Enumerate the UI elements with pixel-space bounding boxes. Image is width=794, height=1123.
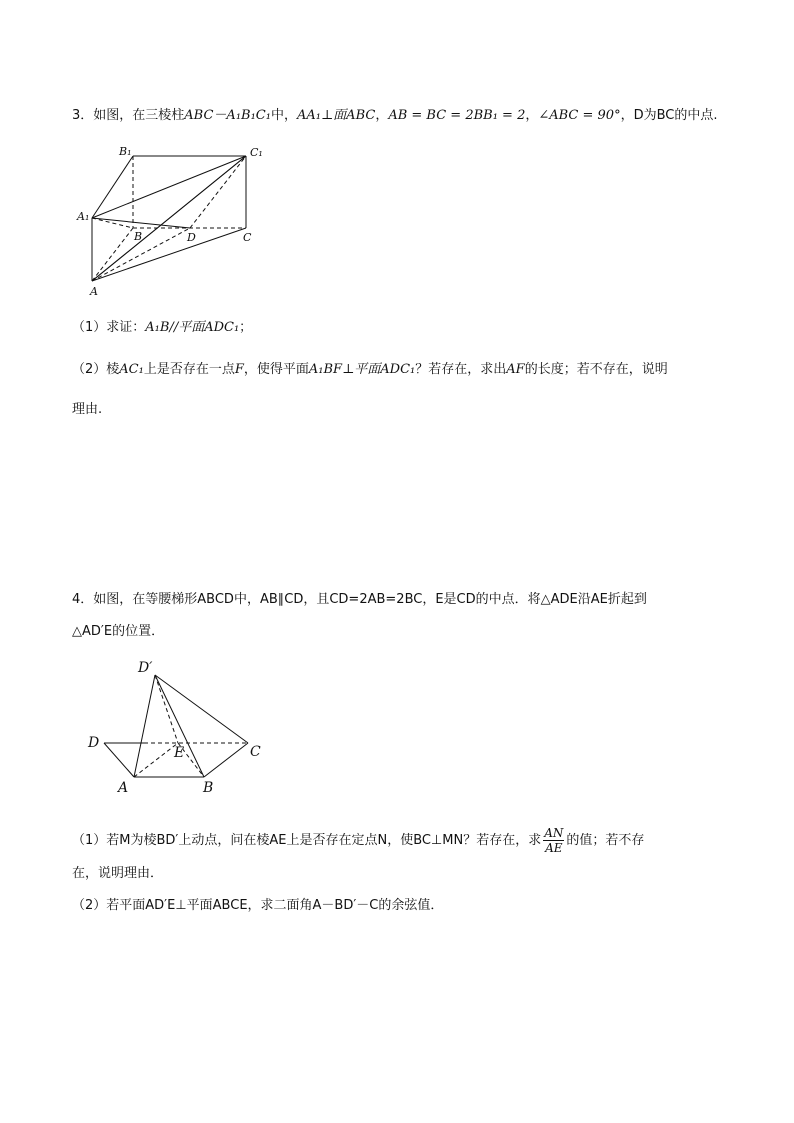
q3-prism-figure xyxy=(72,140,272,300)
label-E: E xyxy=(174,745,185,761)
q3-part2-line2-text: 理由. xyxy=(72,402,103,417)
edge-DpB xyxy=(155,675,204,777)
edge-AB xyxy=(92,228,133,281)
q4-stem xyxy=(72,590,647,610)
label-B: B xyxy=(203,780,214,796)
q4-part1 xyxy=(72,826,644,855)
label-A: A xyxy=(118,780,129,796)
label-A1: A₁ xyxy=(77,210,90,223)
q3-part2-a: （2）棱 xyxy=(72,362,120,377)
q3-part2-plane: A₁BF⊥平面ADC₁ xyxy=(308,362,416,377)
q3-part2-b: 上是否存在一点 xyxy=(143,362,235,377)
edge-AD-solid xyxy=(92,156,246,281)
q3-stem xyxy=(72,106,718,126)
label-C: C xyxy=(250,744,261,760)
q3-part1-suffix: ； xyxy=(239,320,253,335)
label-C: C xyxy=(243,231,252,244)
q3-prism: ABC－A₁B₁C₁ xyxy=(184,108,271,123)
q4-part2 xyxy=(72,896,443,916)
edge-DpE xyxy=(155,675,178,743)
edge-A1B xyxy=(92,218,133,228)
q3-part2-d: ？若存在，求出 xyxy=(415,362,507,377)
edge-A1B1 xyxy=(92,156,133,218)
label-B: B xyxy=(134,230,143,243)
edge-DpA xyxy=(134,675,155,777)
q4-fraction xyxy=(543,826,564,855)
q3-midpoint-text: D为BC的中点. xyxy=(633,108,718,123)
q3-perp: AA₁⊥面ABC xyxy=(296,108,376,123)
edge-AC xyxy=(92,228,246,281)
edge-DA xyxy=(104,743,134,777)
q4-part1-a: （1）若M为棱BD′上动点，问在棱AE上是否存在定点N，使BC⊥MN？若存在，求 xyxy=(72,833,542,848)
q3-angle: ∠ABC = 90° xyxy=(538,108,621,123)
q3-part2 xyxy=(72,360,668,380)
edge-AE xyxy=(134,743,178,777)
q3-text-1: 中， xyxy=(270,108,297,123)
label-B1: B₁ xyxy=(119,145,132,158)
q3-part2-line2 xyxy=(72,400,102,420)
label-C1: C₁ xyxy=(250,146,263,159)
q3-text-2: ， xyxy=(375,108,389,123)
q4-stem-text: 4．如图，在等腰梯形ABCD中，AB∥CD，且CD=2AB=2BC，E是CD的中点．将△ADE沿AE折起到 xyxy=(72,592,647,607)
q4-fraction-denominator: AE xyxy=(545,841,563,855)
q3-text-4: ， xyxy=(620,108,634,123)
q4-part1-line2-text: 在，说明理由． xyxy=(72,866,164,881)
q3-part2-e: 的长度；若不存在，说明 xyxy=(524,362,668,377)
q3-part2-af: AF xyxy=(506,362,525,377)
q3-lengths: AB = BC = 2BB₁ = 2 xyxy=(388,108,526,123)
edge-BC xyxy=(204,743,248,777)
q4-part1-b: 的值；若不存 xyxy=(566,833,645,848)
edge-DpC xyxy=(155,675,248,743)
q3-number: 3． xyxy=(72,108,94,123)
q4-part1-line2 xyxy=(72,864,163,884)
q4-stem-line2 xyxy=(72,622,164,642)
q3-part2-c: ，使得平面 xyxy=(243,362,309,377)
q4-part2-text: （2）若平面AD′E⊥平面ABCE，求二面角A－BD′－C的余弦值． xyxy=(72,898,444,913)
q3-part2-f: F xyxy=(234,362,244,377)
q3-part2-ac1: AC₁ xyxy=(119,362,144,377)
edge-A1D xyxy=(92,218,190,228)
q4-trapezoid-figure xyxy=(82,655,282,805)
q3-text-3: ， xyxy=(525,108,539,123)
q3-intro: 如图，在三棱柱 xyxy=(93,108,185,123)
q4-fraction-numerator: AN xyxy=(544,826,564,840)
q3-part1-prefix: （1）求证： xyxy=(72,320,146,335)
q4-stem-line2-text: △AD′E的位置． xyxy=(72,624,165,639)
label-Dprime: D′ xyxy=(138,660,153,676)
q3-part1-math: A₁B//平面ADC₁ xyxy=(145,320,240,335)
q3-part1 xyxy=(72,318,252,338)
label-A: A xyxy=(90,285,98,298)
label-D: D xyxy=(88,735,100,751)
edge-A1C1 xyxy=(92,156,246,218)
label-D: D xyxy=(187,231,196,244)
